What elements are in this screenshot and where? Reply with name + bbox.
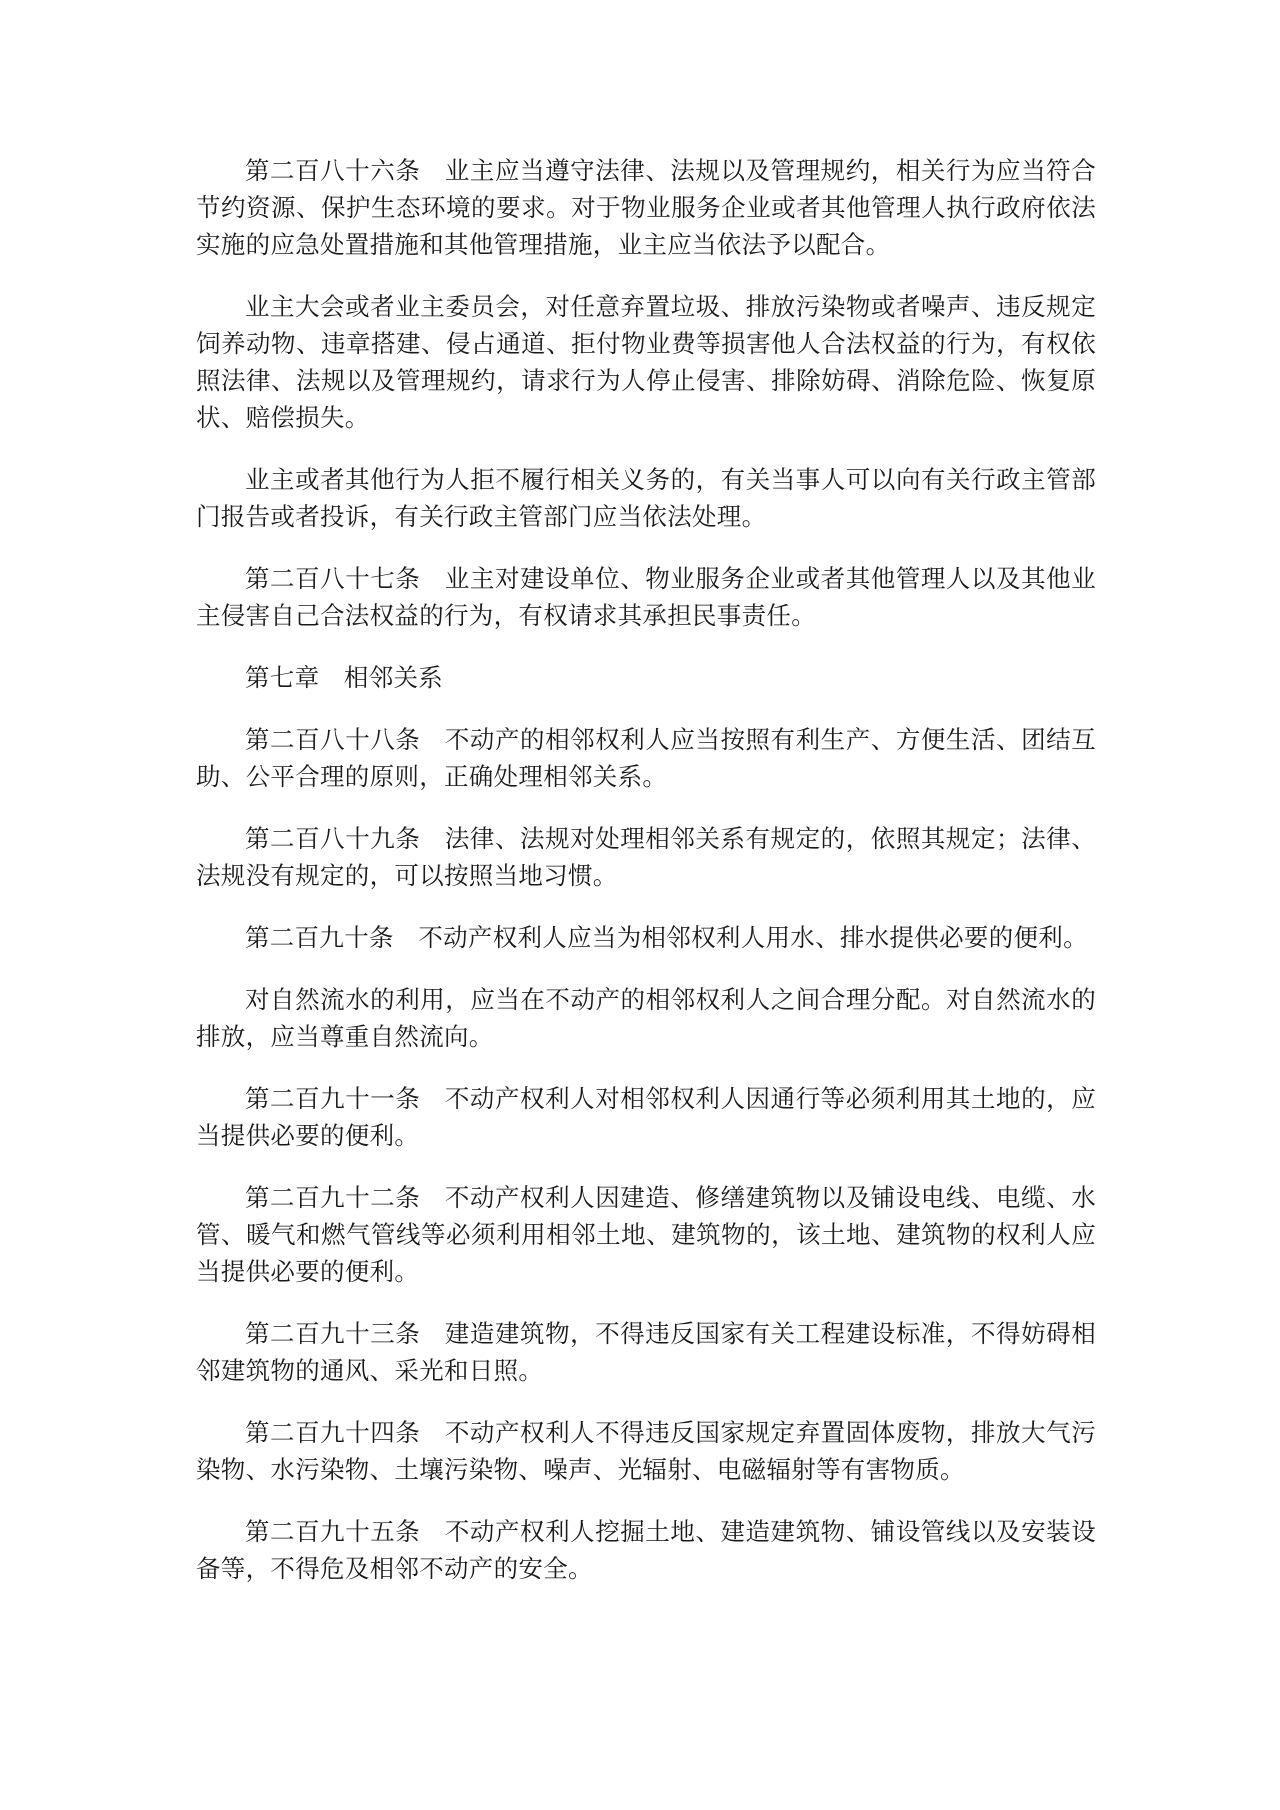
article-293 — [196, 1315, 1096, 1389]
article-290-para-2 — [196, 981, 1096, 1055]
article-text: 不动产权利人应当为相邻权利人用水、排水提供必要的便利。 — [418, 923, 1088, 952]
chapter-heading — [196, 659, 1096, 696]
article-294 — [196, 1414, 1096, 1488]
article-292 — [196, 1179, 1096, 1290]
article-text: 不动产权利人不得违反国家规定弃置固体废物，排放大气污染物、水污染物、土壤污染物、噪声、光辐射、电磁辐射等有害物质。 — [196, 1418, 1096, 1484]
article-290 — [196, 919, 1096, 956]
article-text: 业主或者其他行为人拒不履行相关义务的，有关当事人可以向有关行政主管部门报告或者投诉，有关行政主管部门应当依法处理。 — [196, 465, 1096, 531]
article-text: 业主应当遵守法律、法规以及管理规约，相关行为应当符合节约资源、保护生态环境的要求。对于物业服务企业或者其他管理人执行政府依法实施的应急处置措施和其他管理措施，业主应当依法予以配合。 — [196, 156, 1096, 259]
article-289 — [196, 820, 1096, 894]
article-288 — [196, 721, 1096, 795]
article-286 — [196, 152, 1096, 263]
article-text: 不动产的相邻权利人应当按照有利生产、方便生活、团结互助、公平合理的原则，正确处理相邻关系。 — [196, 725, 1096, 791]
article-text: 不动产权利人对相邻权利人因通行等必须利用其土地的，应当提供必要的便利。 — [196, 1084, 1096, 1150]
article-label: 第二百九十三条 — [245, 1319, 421, 1348]
article-text: 建造建筑物，不得违反国家有关工程建设标准，不得妨碍相邻建筑物的通风、采光和日照。 — [196, 1319, 1096, 1385]
article-286-para-3 — [196, 461, 1096, 535]
article-286-para-2 — [196, 288, 1096, 436]
article-label: 第二百八十九条 — [245, 824, 421, 853]
article-label: 第二百八十八条 — [245, 725, 421, 754]
article-text: 法律、法规对处理相邻关系有规定的，依照其规定；法律、法规没有规定的，可以按照当地习惯。 — [196, 824, 1096, 890]
article-text: 业主对建设单位、物业服务企业或者其他管理人以及其他业主侵害自己合法权益的行为，有权请求其承担民事责任。 — [196, 564, 1096, 630]
article-label: 第二百九十五条 — [245, 1517, 421, 1546]
article-label: 第二百八十六条 — [245, 156, 421, 185]
chapter-title: 相邻关系 — [343, 663, 444, 692]
article-287 — [196, 560, 1096, 634]
article-291 — [196, 1080, 1096, 1154]
article-label: 第二百九十二条 — [245, 1183, 421, 1212]
article-text: 业主大会或者业主委员会，对任意弃置垃圾、排放污染物或者噪声、违反规定饲养动物、违章搭建、侵占通道、拒付物业费等损害他人合法权益的行为，有权依照法律、法规以及管理规约，请求行为人停止侵害、排除妨碍、消除危险、恢复原状、赔偿损失。 — [196, 292, 1096, 432]
article-text: 对自然流水的利用，应当在不动产的相邻权利人之间合理分配。对自然流水的排放，应当尊重自然流向。 — [196, 985, 1096, 1051]
article-295 — [196, 1513, 1096, 1587]
article-label: 第二百九十四条 — [245, 1418, 421, 1447]
chapter-label: 第七章 — [245, 663, 320, 692]
document-body — [196, 152, 1096, 1612]
article-label: 第二百九十一条 — [245, 1084, 421, 1113]
article-text: 不动产权利人挖掘土地、建造建筑物、铺设管线以及安装设备等，不得危及相邻不动产的安全。 — [196, 1517, 1096, 1583]
article-label: 第二百九十条 — [245, 923, 394, 952]
article-text: 不动产权利人因建造、修缮建筑物以及铺设电线、电缆、水管、暖气和燃气管线等必须利用相邻土地、建筑物的，该土地、建筑物的权利人应当提供必要的便利。 — [196, 1183, 1096, 1286]
article-label: 第二百八十七条 — [245, 564, 421, 593]
